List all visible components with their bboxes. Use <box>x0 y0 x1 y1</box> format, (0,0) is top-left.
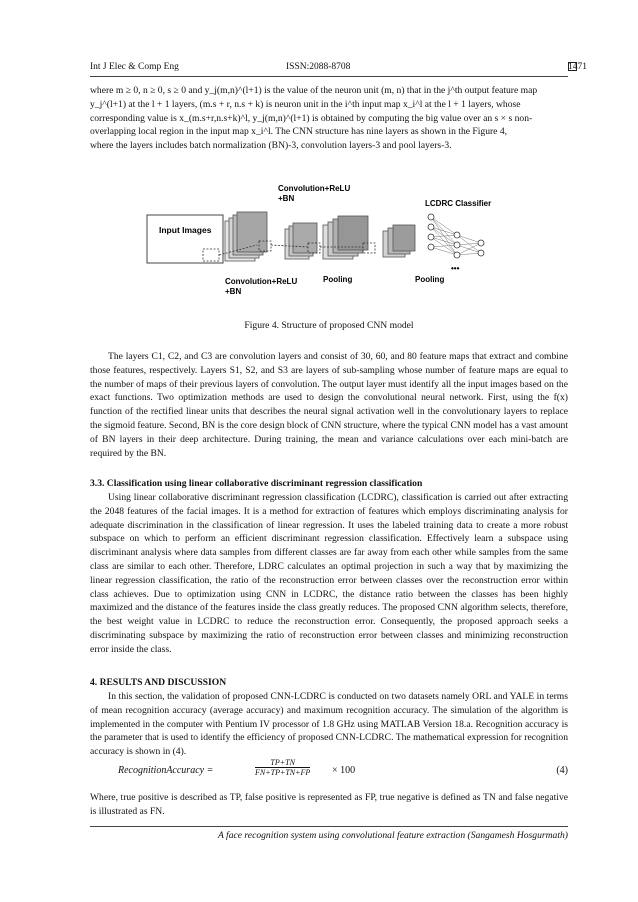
journal-name: Int J Elec & Comp Eng <box>90 62 179 72</box>
intro-paragraph <box>90 84 568 153</box>
page-number: 1471 <box>568 62 587 72</box>
section-4-body: In this section, the validation of proposed CNN-LCDRC is conducted on two datasets namely ORL and YALE in terms of mean recognition accuracy (average accuracy) and maximum recognition accuracy. The simulation of the algorithm is implemented in the computer with Pentium IV processor of 1.8 GHz using MATLAB Version 18.a. Recognition accuracy is the parameter that is used to identify the efficiency of proposed CNN-LCDRC. The mathematical expression for recognition accuracy is shown in (4). <box>90 691 568 758</box>
paragraph-where: Where, true positive is described as TP, false positive is represented as FP, true negative is defined as TN and false negative is illustrated as FN. <box>90 792 568 817</box>
equation-fraction <box>255 758 310 777</box>
cnn-structure-figure <box>145 183 515 305</box>
pooling-label-2: Pooling <box>415 275 445 284</box>
input-images-box <box>147 215 223 263</box>
intro-line: y_j^(l+1) at the l + 1 layers, (m.s + r, n.s + k) is neuron unit in the i^th input map x_i^l at the l + 1 layers, whose <box>90 98 521 110</box>
figure-caption: Figure 4. Structure of proposed CNN model <box>244 320 414 331</box>
pool-stack-1 <box>285 223 317 259</box>
conv-label-top-1: Convolution+ReLU <box>278 184 351 193</box>
conv-label-bottom-2: +BN <box>225 287 242 296</box>
intro-line: where the layers includes batch normalization (BN)-3, convolution layers-3 and pool layers-3. <box>90 140 452 152</box>
intro-line: overlapping local region in the input map x_i^l. The CNN structure has nine layers as shown in the Figure 4, <box>90 126 508 138</box>
intro-line: corresponding value is x_(m.s+r,n.s+k)^l, y_j(m,n)^(l+1) is obtained by computing the big value over an s × s non- <box>90 112 533 124</box>
equation-denominator: FN+TP+TN+FP <box>255 768 311 777</box>
conv-label-bottom-1: Convolution+ReLU <box>225 277 298 286</box>
running-header <box>90 62 587 77</box>
conv-stack-1 <box>225 212 267 261</box>
equation-numerator: TP+TN <box>255 758 310 768</box>
lcdrc-classifier-net <box>428 214 484 258</box>
equation-lhs: RecognitionAccuracy = <box>118 765 214 776</box>
input-images-label: Input Images <box>159 225 212 235</box>
equation-times: × 100 <box>332 765 356 776</box>
pool-stack-2 <box>383 225 415 257</box>
paragraph-layers: The layers C1, C2, and C3 are convolution layers and consist of 30, 60, and 80 feature maps that extract and combine those features, respectively. Layers S1, S2, and S3 are layers of sub-sampling whose number of feature maps are equal to the number of maps of their previous layers of convolution. The output layer must identify all the input images based on the exact functions. Two optimization methods are used to design the convolutional neural network. First, using the f(x) function of the rectified linear units that describes the neural signal activation well in the convolutionary layers to replace the sigmoid feature. Second, BN is the core design block of CNN structure, where the typical CNN model has a vast amount of BN layers in their deep architecture. During training, the mean and variance calculations over each mini-batch are required by the BN. <box>90 351 568 459</box>
section-3-3-body: Using linear collaborative discriminant regression classification (LCDRC), classification is carried out after extracting the 2048 features of the facial images. It is a method for extraction of features which employs discriminating analysis for adequate discrimination in the classification of linear regression. It uses the labeled training data to create a more robust subspace on which to perform an efficient discriminant regression classification. Effectively learn a subspace using discriminant analysis where data samples from different classes are far away from each other while samples from the same class are similar to each other. Therefore, LDRC calculates an optimal projection in such a way that by maximizing the linear regression classification, the ratio of the reconstruction error between classes over the reconstruction error within class achieves. Due to optimization using CNN in LCDRC, the distance ratio between the classes has been highly maximized and the distance of the features inside the class greatly reduces. The proposed CNN algorithm selects, therefore, the best weight value in LCDRC to reduce the reconstruction error. Consequently, the proposed approach seeks a discriminating subspace by maximizing the ratio of reconstruction error between classes and minimizing reconstruction error inside the class. <box>90 492 568 655</box>
pooling-label-1: Pooling <box>323 275 353 284</box>
classifier-label: LCDRC Classifier <box>425 199 492 208</box>
conv-label-top-2: +BN <box>278 194 295 203</box>
ellipsis-dots: ••• <box>451 264 460 273</box>
section-heading-4: 4. RESULTS AND DISCUSSION <box>90 677 227 688</box>
conv-stack-2 <box>323 216 368 259</box>
equation-4 <box>90 758 568 784</box>
running-footer: A face recognition system using convolutional feature extraction (Sangamesh Hosgurmath) <box>90 826 568 841</box>
intro-line: where m ≥ 0, n ≥ 0, s ≥ 0 and y_j(m,n)^(l+1) is the value of the neuron unit (m, n) that in the j^th output feature map <box>90 85 538 96</box>
equation-number: (4) <box>556 765 568 776</box>
section-heading-3-3: 3.3. Classification using linear collaborative discriminant regression classification <box>90 478 423 489</box>
issn: ISSN:2088-8708 <box>286 62 351 72</box>
